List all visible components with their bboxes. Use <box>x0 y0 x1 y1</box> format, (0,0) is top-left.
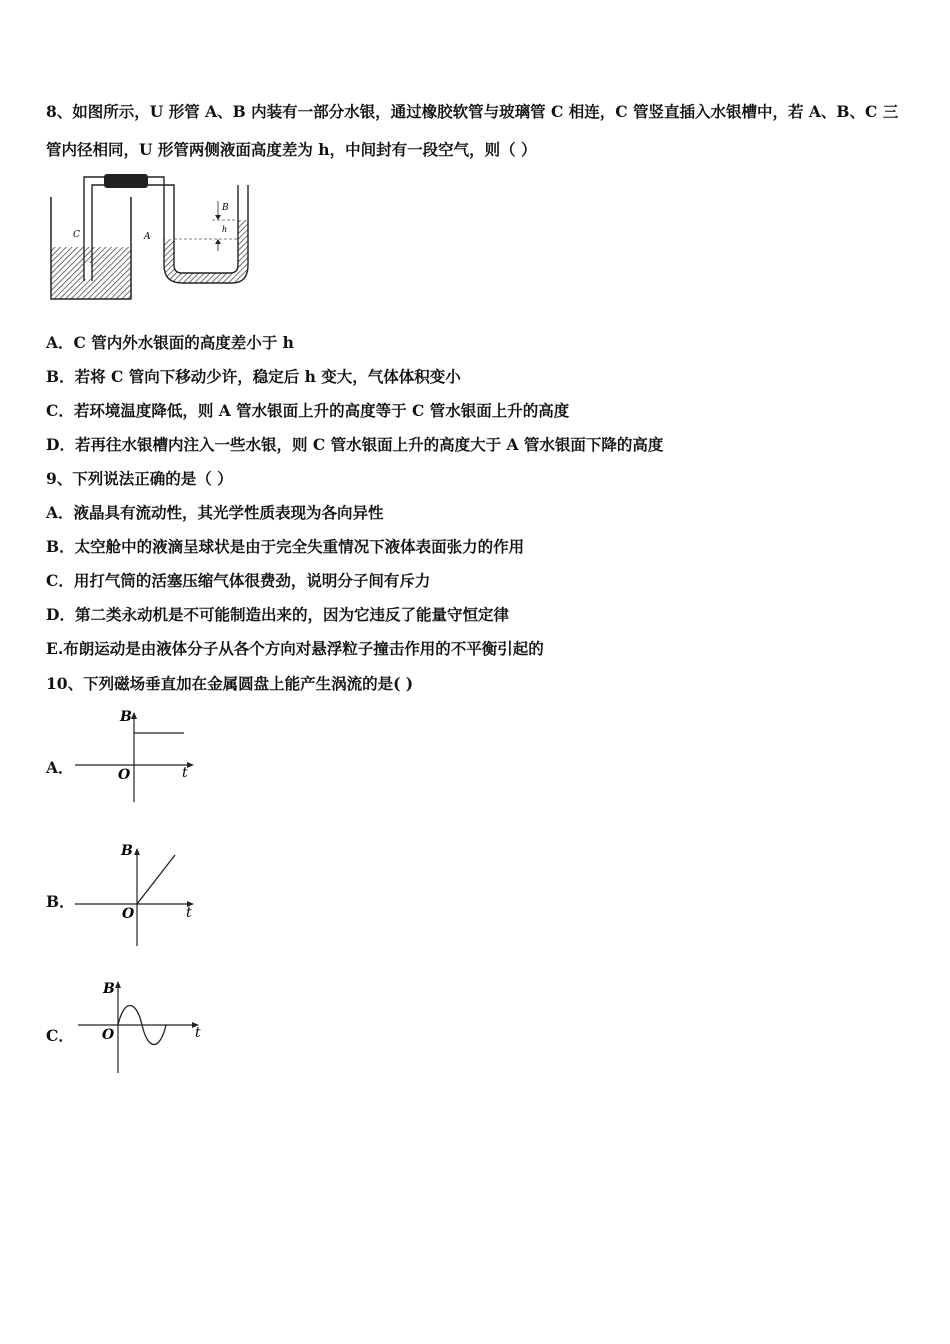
q10-graph-b <box>70 838 200 950</box>
y-axis-label: B <box>103 981 115 997</box>
q8-option-b: B．若将 C 管向下移动少许，稳定后 h 变大，气体体积变小 <box>46 367 461 386</box>
q8-option-a: A．C 管内外水银面的高度差小于 h <box>46 333 294 352</box>
q10-graph-a <box>70 702 200 807</box>
label-h: h <box>222 225 228 234</box>
origin-label: O <box>122 906 135 922</box>
q9-stem: 9、下列说法正确的是（ ） <box>46 469 233 488</box>
q9-option-d: D．第二类永动机是不可能制造出来的，因为它违反了能量守恒定律 <box>46 605 509 624</box>
y-axis-label: B <box>120 709 132 725</box>
label-c: C <box>73 230 80 240</box>
q8-apparatus-figure <box>46 165 256 305</box>
origin-label: O <box>102 1027 115 1043</box>
h-marker <box>215 201 221 251</box>
origin-label: O <box>118 767 131 783</box>
q8-stem-line2: 管内径相同，U 形管两侧液面高度差为 h，中间封有一段空气，则（ ） <box>46 140 537 159</box>
q10-graph-c <box>70 975 210 1079</box>
label-a: A <box>144 232 151 242</box>
x-axis-label: t <box>182 765 188 781</box>
y-axis-label: B <box>121 843 133 859</box>
q8-option-c: C．若环境温度降低，则 A 管水银面上升的高度等于 C 管水银面上升的高度 <box>46 401 570 420</box>
q9-option-b: B．太空舱中的液滴呈球状是由于完全失重情况下液体表面张力的作用 <box>46 537 525 556</box>
q8-stem-line1: 8、如图所示，U 形管 A、B 内装有一部分水银，通过橡胶软管与玻璃管 C 相连，C 管竖直插入水银槽中，若 A、B、C 三 <box>46 102 899 121</box>
mercury-trough <box>51 197 131 299</box>
x-axis-label: t <box>195 1025 201 1041</box>
q10-option-b-label: B． <box>46 892 75 911</box>
b-line <box>137 855 175 904</box>
q10-stem: 10、下列磁场垂直加在金属圆盘上能产生涡流的是( ) <box>46 674 414 693</box>
q9-option-e: E.布朗运动是由液体分子从各个方向对悬浮粒子撞击作用的不平衡引起的 <box>46 639 544 658</box>
q10-option-a-label: A． <box>46 758 74 777</box>
u-tube <box>146 177 248 283</box>
q9-option-c: C．用打气筒的活塞压缩气体很费劲，说明分子间有斥力 <box>46 571 431 590</box>
q10-option-c-label: C． <box>46 1026 74 1045</box>
label-b: B <box>222 203 229 213</box>
x-axis-label: t <box>186 905 192 921</box>
q8-option-d: D．若再往水银槽内注入一些水银，则 C 管水银面上升的高度大于 A 管水银面下降的高度 <box>46 435 664 454</box>
rubber-hose <box>104 174 148 188</box>
q9-option-a: A．液晶具有流动性，其光学性质表现为各向异性 <box>46 503 384 522</box>
